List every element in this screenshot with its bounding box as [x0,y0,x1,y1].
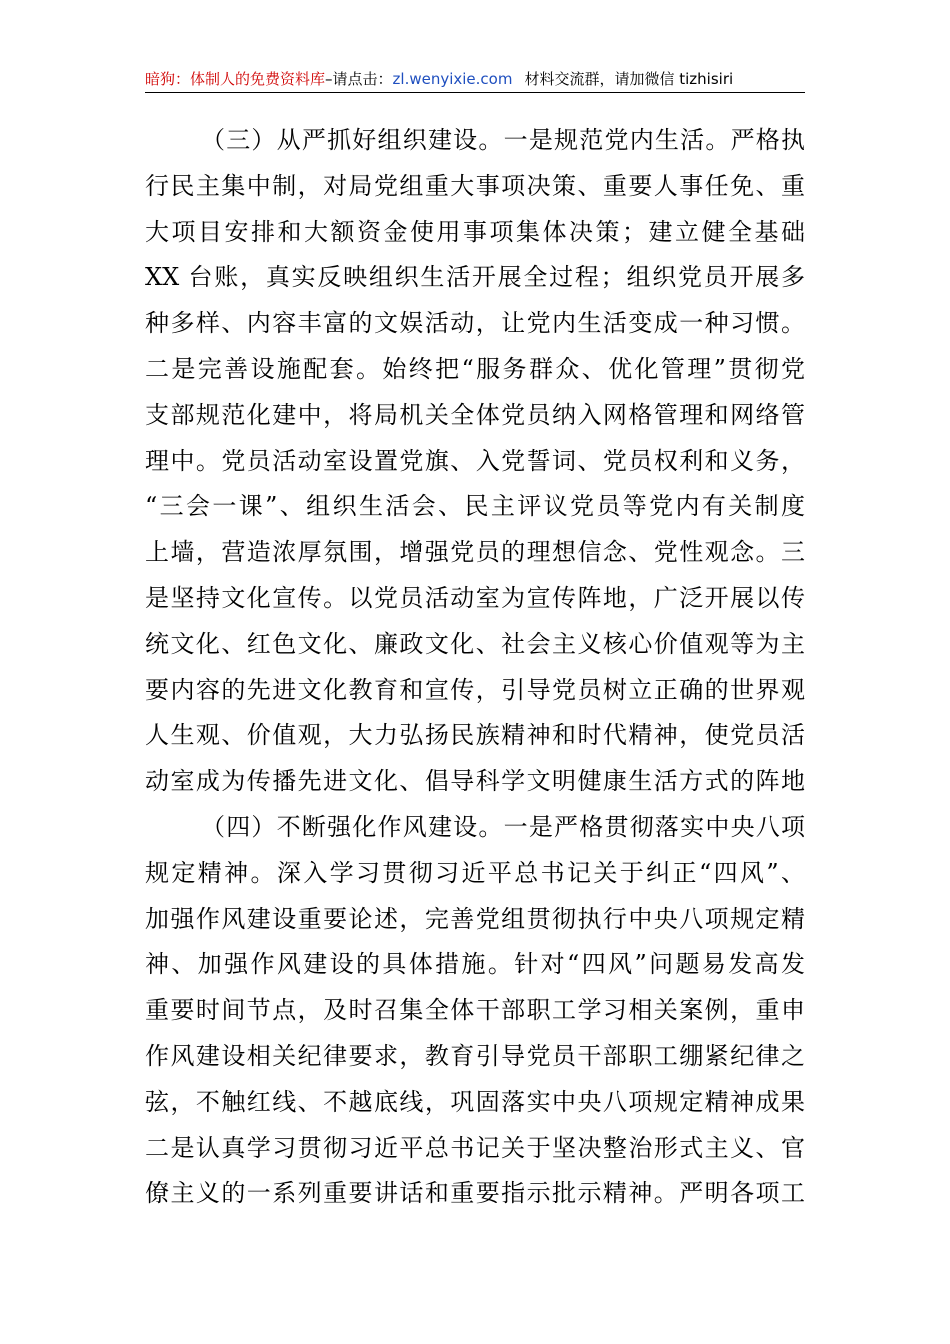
text-line: 统文化、红色文化、廉政文化、社会主义核心价值观等为主 [145,629,805,658]
text-line: 弦，不触红线、不越底线，巩固落实中央八项规定精神成果 [145,1087,805,1116]
document-body [145,118,805,1217]
text-line: 动室成为传播先进文化、倡导科学文明健康生活方式的阵地 [145,767,805,796]
text-line: 种多样、内容丰富的文娱活动，让党内生活变成一种习惯。 [145,309,805,338]
text-line: 二是认真学习贯彻习近平总书记关于坚决整治形式主义、官 [145,1133,805,1162]
site-name: 暗狗：体制人的免费资料库 [145,70,326,88]
text-line: 行民主集中制，对局党组重大事项决策、重要人事任免、重 [145,171,805,200]
text-line: （四）不断强化作风建设。一是严格贯彻落实中央八项 [201,812,805,841]
text-line: “三会一课”、组织生活会、民主评议党员等党内有关制度 [145,492,805,521]
text-line: 规定精神。深入学习贯彻习近平总书记关于纠正“四风”、 [145,858,805,887]
text-line: XX 台账，真实反映组织生活开展全过程；组织党员开展多 [145,263,805,292]
click-prefix: –请点击： [325,70,393,88]
page-header [145,66,805,93]
text-line: 僚主义的一系列重要讲话和重要指示批示精神。严明各项工 [145,1179,805,1208]
text-line: 上墙，营造浓厚氛围，增强党员的理想信念、党性观念。三 [145,538,805,567]
text-line: 重要时间节点，及时召集全体干部职工学习相关案例，重申 [145,996,805,1025]
text-line: 要内容的先进文化教育和宣传，引导党员树立正确的世界观 [145,675,805,704]
text-line: 二是完善设施配套。始终把“服务群众、优化管理”贯彻党 [145,354,805,383]
contact-note: 材料交流群，请加微信 tizhisiri [524,70,734,88]
text-line: 支部规范化建中，将局机关全体党员纳入网格管理和网络管 [145,400,805,429]
text-line: 大项目安排和大额资金使用事项集体决策；建立健全基础 [145,217,805,246]
text-line: （三）从严抓好组织建设。一是规范党内生活。严格执 [201,126,805,154]
text-line: 神、加强作风建设的具体措施。针对“四风”问题易发高发 [145,950,805,979]
text-line: 作风建设相关纪律要求，教育引导党员干部职工绷紧纪律之 [145,1041,805,1070]
text-line: 理中。党员活动室设置党旗、入党誓词、党员权利和义务， [145,446,805,475]
text-line: 加强作风建设重要论述，完善党组贯彻执行中央八项规定精 [145,904,805,933]
text-line: 人生观、价值观，大力弘扬民族精神和时代精神，使党员活 [145,721,805,750]
text-line: 是坚持文化宣传。以党员活动室为宣传阵地，广泛开展以传 [145,583,805,612]
site-link[interactable]: zl.wenyixie.com [392,70,513,88]
